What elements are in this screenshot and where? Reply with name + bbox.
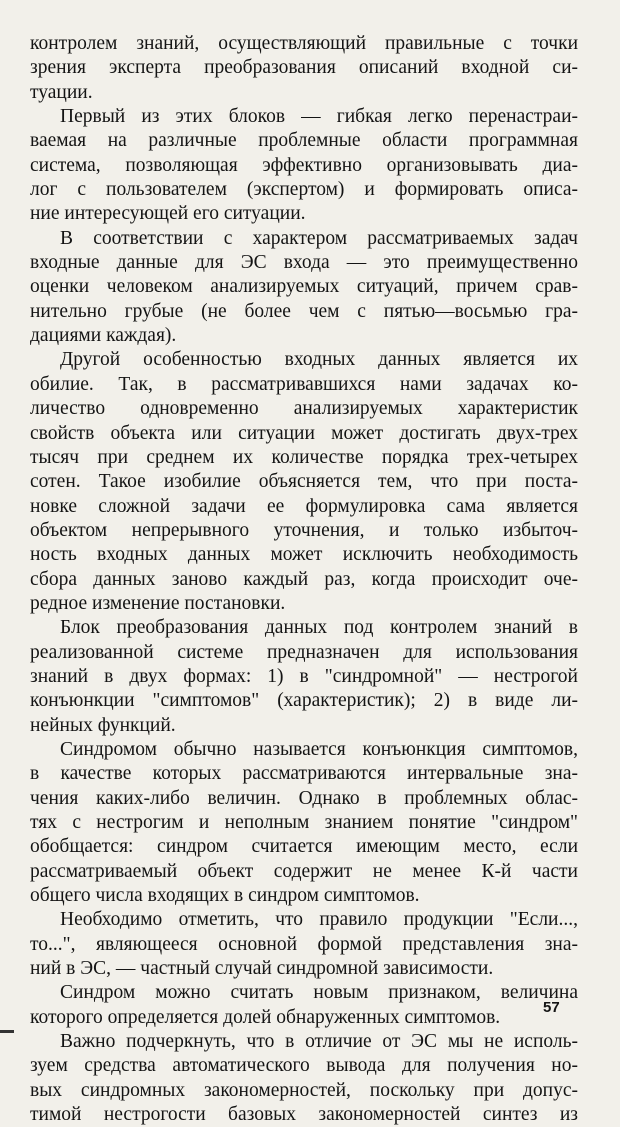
text-line: тях с нестрогим и неполным знанием понятие "синдром" bbox=[30, 812, 578, 833]
text-line: тимой нестрогости базовых закономерностей синтез из bbox=[30, 1104, 578, 1126]
text-line: личество одновременно анализируемых характеристик bbox=[30, 398, 578, 420]
text-line: нейных функций. bbox=[30, 714, 176, 736]
paragraph bbox=[30, 908, 578, 981]
text-line: в качестве которых рассматриваются интервальные зна- bbox=[30, 763, 578, 785]
text-line: свойств объекта или ситуации может достигать двух-трех bbox=[30, 422, 578, 444]
text-line: Синдром можно считать новым признаком, величина bbox=[60, 982, 578, 1004]
text-line: сотен. Такое изобилие объясняется тем, что при поста- bbox=[30, 471, 578, 493]
text-line: рассматриваемый объект содержит не менее К-й части bbox=[30, 860, 578, 882]
text-line: то...", являющееся основной формой представления зна- bbox=[30, 933, 578, 955]
text-line: обобщается: синдром считается имеющим место, если bbox=[30, 836, 578, 858]
text-line: Синдромом обычно называется конъюнкция симптомов, bbox=[60, 738, 578, 760]
paragraph bbox=[30, 348, 578, 616]
paragraph bbox=[30, 32, 578, 105]
text-line: конъюнкции "симптомов" (характеристик); 2) в виде ли- bbox=[30, 690, 578, 712]
paragraph bbox=[30, 1030, 578, 1127]
text-line: реализованной системе предназначен для использования bbox=[30, 641, 578, 663]
text-line: чения каких-либо величин. Однако в проблемных облас- bbox=[30, 787, 578, 809]
text-line: Необходимо отметить, что правило продукции "Если..., bbox=[60, 909, 578, 931]
text-line: новке сложной задачи ее формулировка сама является bbox=[30, 495, 578, 517]
text-line: ваемая на различные проблемные области программная bbox=[30, 130, 578, 152]
text-line: оценки человеком анализируемых ситуаций, причем срав- bbox=[30, 276, 578, 298]
text-line: Важно подчеркнуть, что в отличие от ЭС мы не исполь- bbox=[60, 1031, 578, 1053]
text-line: зуем средства автоматического вывода для получения но- bbox=[30, 1055, 578, 1077]
text-line: ность входных данных может исключить необходимость bbox=[30, 544, 578, 566]
text-line: редное изменение постановки. bbox=[30, 592, 286, 614]
text-line: ние интересующей его ситуации. bbox=[30, 203, 306, 225]
text-line: входные данные для ЭС входа — это преимущественно bbox=[30, 252, 578, 274]
text-line: сбора данных заново каждый раз, когда происходит оче- bbox=[30, 568, 578, 590]
text-line: обилие. Так, в рассматривавшихся нами задачах ко- bbox=[30, 373, 578, 395]
page-number: 57 bbox=[543, 999, 560, 1016]
text-line: общего числа входящих в синдром симптомов. bbox=[30, 885, 420, 907]
text-line: туации. bbox=[30, 81, 93, 103]
text-line: Первый из этих блоков — гибкая легко перенастраи- bbox=[60, 106, 578, 128]
paragraph bbox=[30, 616, 578, 738]
text-line: ний в ЭС, — частный случай синдромной зависимости. bbox=[30, 958, 494, 980]
text-line: вых синдромных закономерностей, поскольку при допус- bbox=[30, 1079, 578, 1101]
text-line: Блок преобразования данных под контролем знаний в bbox=[60, 617, 578, 639]
text-line: которого определяется долей обнаруженных симптомов. bbox=[30, 1006, 501, 1028]
text-line: контролем знаний, осуществляющий правильные с точки bbox=[30, 33, 578, 54]
text-line: дациями каждая). bbox=[30, 325, 177, 347]
text-line: тысяч при среднем их количестве порядка трех-четырех bbox=[30, 446, 578, 468]
paragraph bbox=[30, 738, 578, 908]
text-line: В соответствии с характером рассматриваемых задач bbox=[60, 227, 578, 249]
text-line: объектом непрерывного уточнения, и только избыточ- bbox=[30, 519, 578, 541]
text-line: лог с пользователем (экспертом) и формировать описа- bbox=[30, 179, 578, 201]
text-line: Другой особенностью входных данных является их bbox=[60, 349, 578, 371]
text-line: знаний в двух формах: 1) в "синдромной" — нестрогой bbox=[30, 665, 578, 687]
paragraph bbox=[30, 227, 578, 349]
text-line: система, позволяющая эффективно организовывать диа- bbox=[30, 154, 578, 176]
text-line: зрения эксперта преобразования описаний входной си- bbox=[30, 57, 578, 79]
scan-edge-mark bbox=[0, 1030, 14, 1033]
paragraph bbox=[30, 105, 578, 227]
text-line: нительно грубые (не более чем с пятью—восьмью гра- bbox=[30, 300, 578, 322]
page-body bbox=[30, 32, 578, 1127]
paragraph bbox=[30, 981, 578, 1030]
